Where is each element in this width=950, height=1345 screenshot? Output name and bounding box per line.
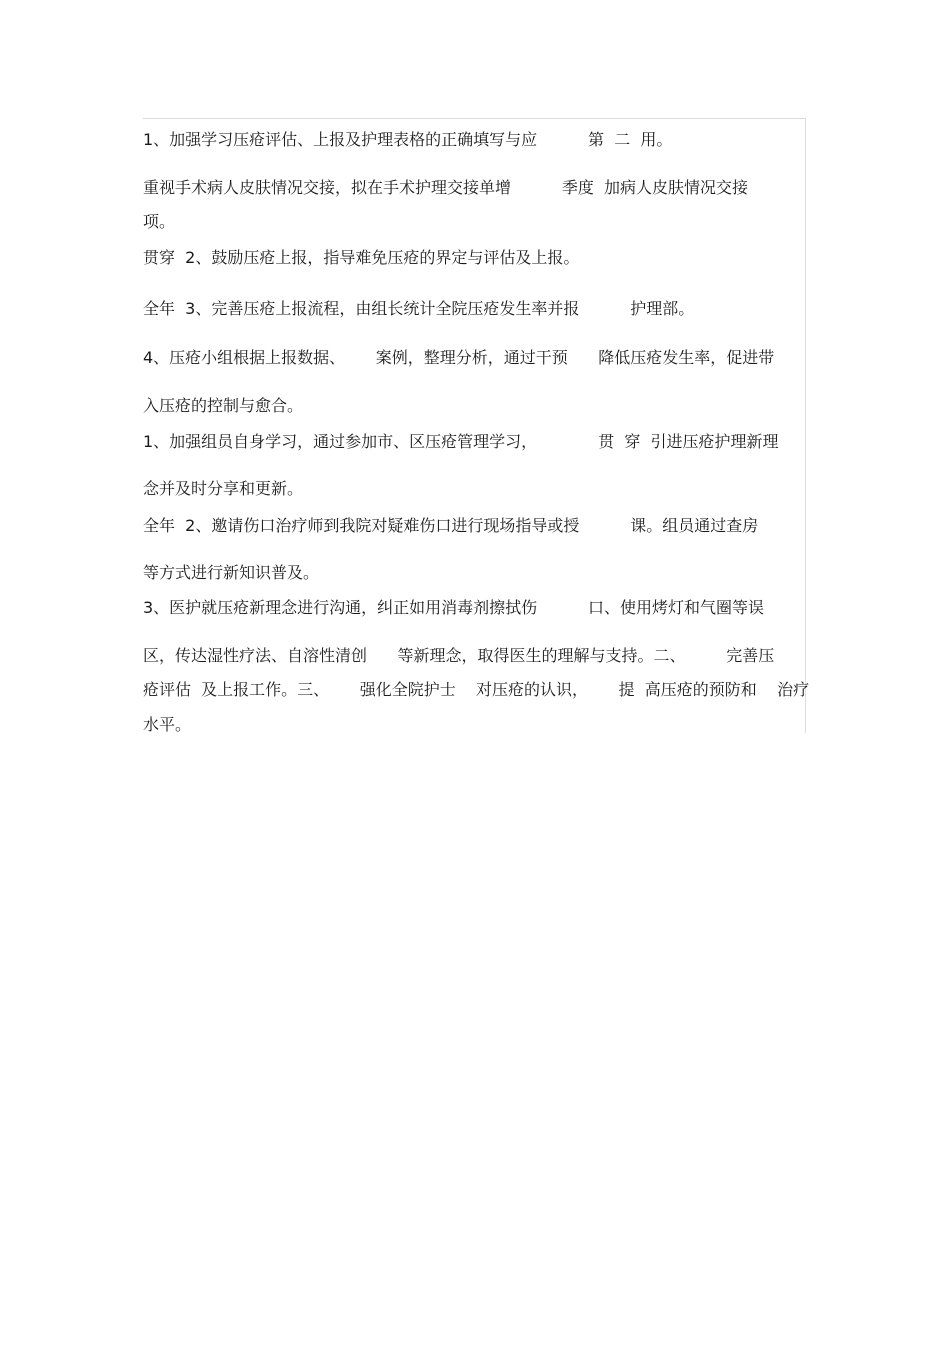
text-line-3: 项。 [143,212,176,231]
text-line-11: 等方式进行新知识普及。 [143,563,320,582]
text-line-13: 区，传达湿性疗法、自溶性清创 等新理念，取得医生的理解与支持。二、 完善压 [143,646,775,665]
text-line-8: 1、加强组员自身学习，通过参加市、区压疮管理学习， 贯 穿 引进压疮护理新理 [143,432,779,451]
text-line-2: 重视手术病人皮肤情况交接，拟在手术护理交接单增 季度 加病人皮肤情况交接 [143,178,749,197]
text-line-14: 疮评估 及上报工作。三、 强化全院护士 对压疮的认识， 提 高压疮的预防和 治疗 [143,680,810,699]
text-line-10: 全年 2、邀请伤口治疗师到我院对疑难伤口进行现场指导或授 课。组员通过查房 [143,516,759,535]
text-line-6: 4、压疮小组根据上报数据、 案例，整理分析，通过干预 降低压疮发生率，促进带 [143,348,775,367]
text-line-7: 入压疮的控制与愈合。 [143,396,304,415]
text-frame [143,118,806,733]
text-line-5: 全年 3、完善压疮上报流程，由组长统计全院压疮发生率并报 护理部。 [143,299,695,318]
text-line-4: 贯穿 2、鼓励压疮上报，指导难免压疮的界定与评估及上报。 [143,248,580,267]
text-line-1: 1、加强学习压疮评估、上报及护理表格的正确填写与应 第 二 用。 [143,130,673,149]
text-line-15: 水平。 [143,715,192,734]
text-line-9: 念并及时分享和更新。 [143,479,304,498]
text-line-12: 3、医护就压疮新理念进行沟通，纠正如用消毒剂擦拭伤 口、使用烤灯和气圈等误 [143,598,765,617]
